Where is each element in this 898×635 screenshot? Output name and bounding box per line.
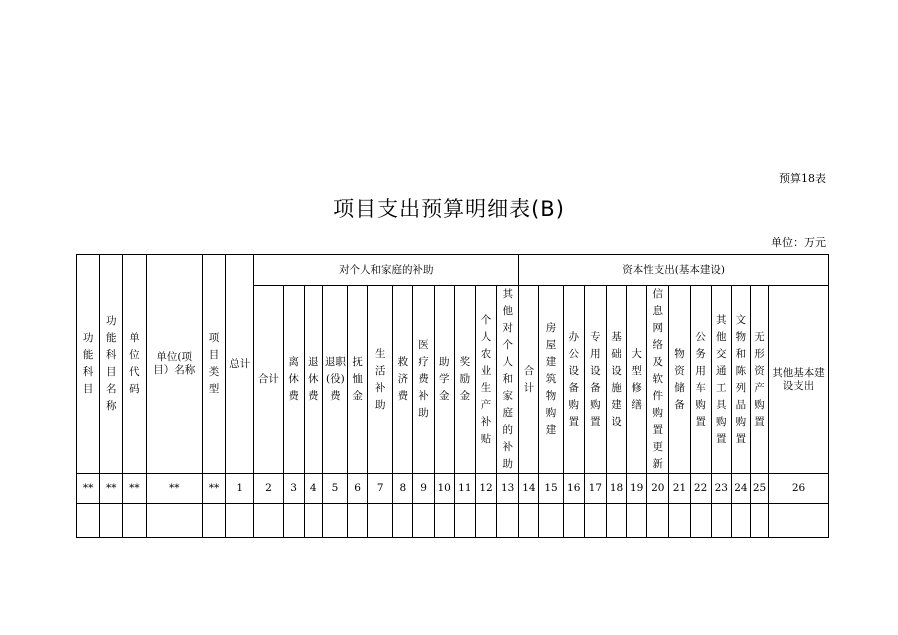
col-official-vehicle: 公务用车购置 [690,286,711,474]
empty-cell [606,504,626,538]
empty-cell [304,504,322,538]
budget-table [76,254,829,538]
index-cell: 22 [690,474,711,504]
empty-cell [202,504,225,538]
index-cell: 5 [322,474,347,504]
empty-cell [254,504,283,538]
header-func-subject: 功能科目 [77,255,100,474]
col-material-reserve: 物资储备 [669,286,690,474]
index-cell: 15 [539,474,563,504]
col-agri-subsidy: 个人农业生产补贴 [475,286,496,474]
col-student-aid: 助学金 [434,286,454,474]
col-medical-subsidy: 医疗费补助 [413,286,434,474]
index-cell: 17 [584,474,606,504]
index-cell: ** [123,474,146,504]
index-cell: 12 [475,474,496,504]
col-other-capital: 其他基本建设支出 [769,286,829,474]
index-cell: 2 [254,474,283,504]
empty-cell [627,504,647,538]
index-cell: 6 [348,474,368,504]
index-cell: 19 [627,474,647,504]
col-infrastructure: 基础设施建设 [606,286,626,474]
index-cell: 21 [669,474,690,504]
col-retirement-fee: 退休费 [304,286,322,474]
index-cell: 11 [454,474,475,504]
empty-cell [322,504,347,538]
empty-cell [77,504,100,538]
index-cell: 18 [606,474,626,504]
index-row [77,474,829,504]
index-cell: 24 [731,474,750,504]
col-pension: 抚恤金 [348,286,368,474]
header-unit-code: 单位代码 [123,255,146,474]
empty-cell [226,504,254,538]
data-row [77,504,829,538]
col-office-equipment: 办公设备购置 [563,286,584,474]
empty-cell [539,504,563,538]
index-cell: ** [146,474,202,504]
index-cell: 1 [226,474,254,504]
index-cell: 3 [283,474,304,504]
empty-cell [669,504,690,538]
unit-label: 单位：万元 [771,236,826,249]
empty-cell [348,504,368,538]
empty-cell [690,504,711,538]
empty-cell [434,504,454,538]
empty-cell [413,504,434,538]
col-relief-fee: 救济费 [393,286,413,474]
col-other-transport: 其他交通工具购置 [711,286,731,474]
col-retirement-cadre: 离休费 [283,286,304,474]
col-resignation-fee: 退职(役)费 [322,286,347,474]
col-building: 房屋建筑物购建 [539,286,563,474]
empty-cell [519,504,539,538]
col-intangible-assets: 无形资产购置 [750,286,768,474]
empty-cell [750,504,768,538]
page-title: 项目支出预算明细表(B) [333,197,565,221]
index-cell: 16 [563,474,584,504]
empty-cell [100,504,123,538]
header-group-personal: 对个人和家庭的补助 [254,255,519,286]
empty-cell [584,504,606,538]
index-cell: 20 [647,474,669,504]
empty-cell [731,504,750,538]
index-cell: 26 [769,474,829,504]
index-cell: 25 [750,474,768,504]
header-project-type: 项目类型 [202,255,225,474]
index-cell: 9 [413,474,434,504]
index-cell: ** [77,474,100,504]
form-number: 预算18表 [779,172,826,185]
empty-cell [769,504,829,538]
header-row-groups [77,255,829,286]
col-reward: 奖励金 [454,286,475,474]
index-cell: 7 [368,474,393,504]
empty-cell [146,504,202,538]
header-unit-name: 单位(项目）名称 [146,255,202,474]
index-cell: 4 [304,474,322,504]
empty-cell [711,504,731,538]
header-func-subject-name: 功能科目名称 [100,255,123,474]
empty-cell [454,504,475,538]
index-cell: 14 [519,474,539,504]
col-it-software: 信息网络及软件购置更新 [647,286,669,474]
index-cell: ** [202,474,225,504]
empty-cell [497,504,519,538]
empty-cell [123,504,146,538]
col-major-repair: 大型修缮 [627,286,647,474]
empty-cell [563,504,584,538]
header-group-capital: 资本性支出(基本建设) [519,255,829,286]
index-cell: 10 [434,474,454,504]
empty-cell [368,504,393,538]
col-other-personal: 其他对个人和家庭的补助 [497,286,519,474]
empty-cell [475,504,496,538]
col-capital-total: 合计 [519,286,539,474]
col-personal-total: 合计 [254,286,283,474]
index-cell: 23 [711,474,731,504]
col-living-subsidy: 生活补助 [368,286,393,474]
index-cell: ** [100,474,123,504]
empty-cell [283,504,304,538]
empty-cell [393,504,413,538]
index-cell: 13 [497,474,519,504]
index-cell: 8 [393,474,413,504]
header-total: 总计 [226,255,254,474]
empty-cell [647,504,669,538]
col-special-equipment: 专用设备购置 [584,286,606,474]
col-cultural-relics: 文物和陈列品购置 [731,286,750,474]
